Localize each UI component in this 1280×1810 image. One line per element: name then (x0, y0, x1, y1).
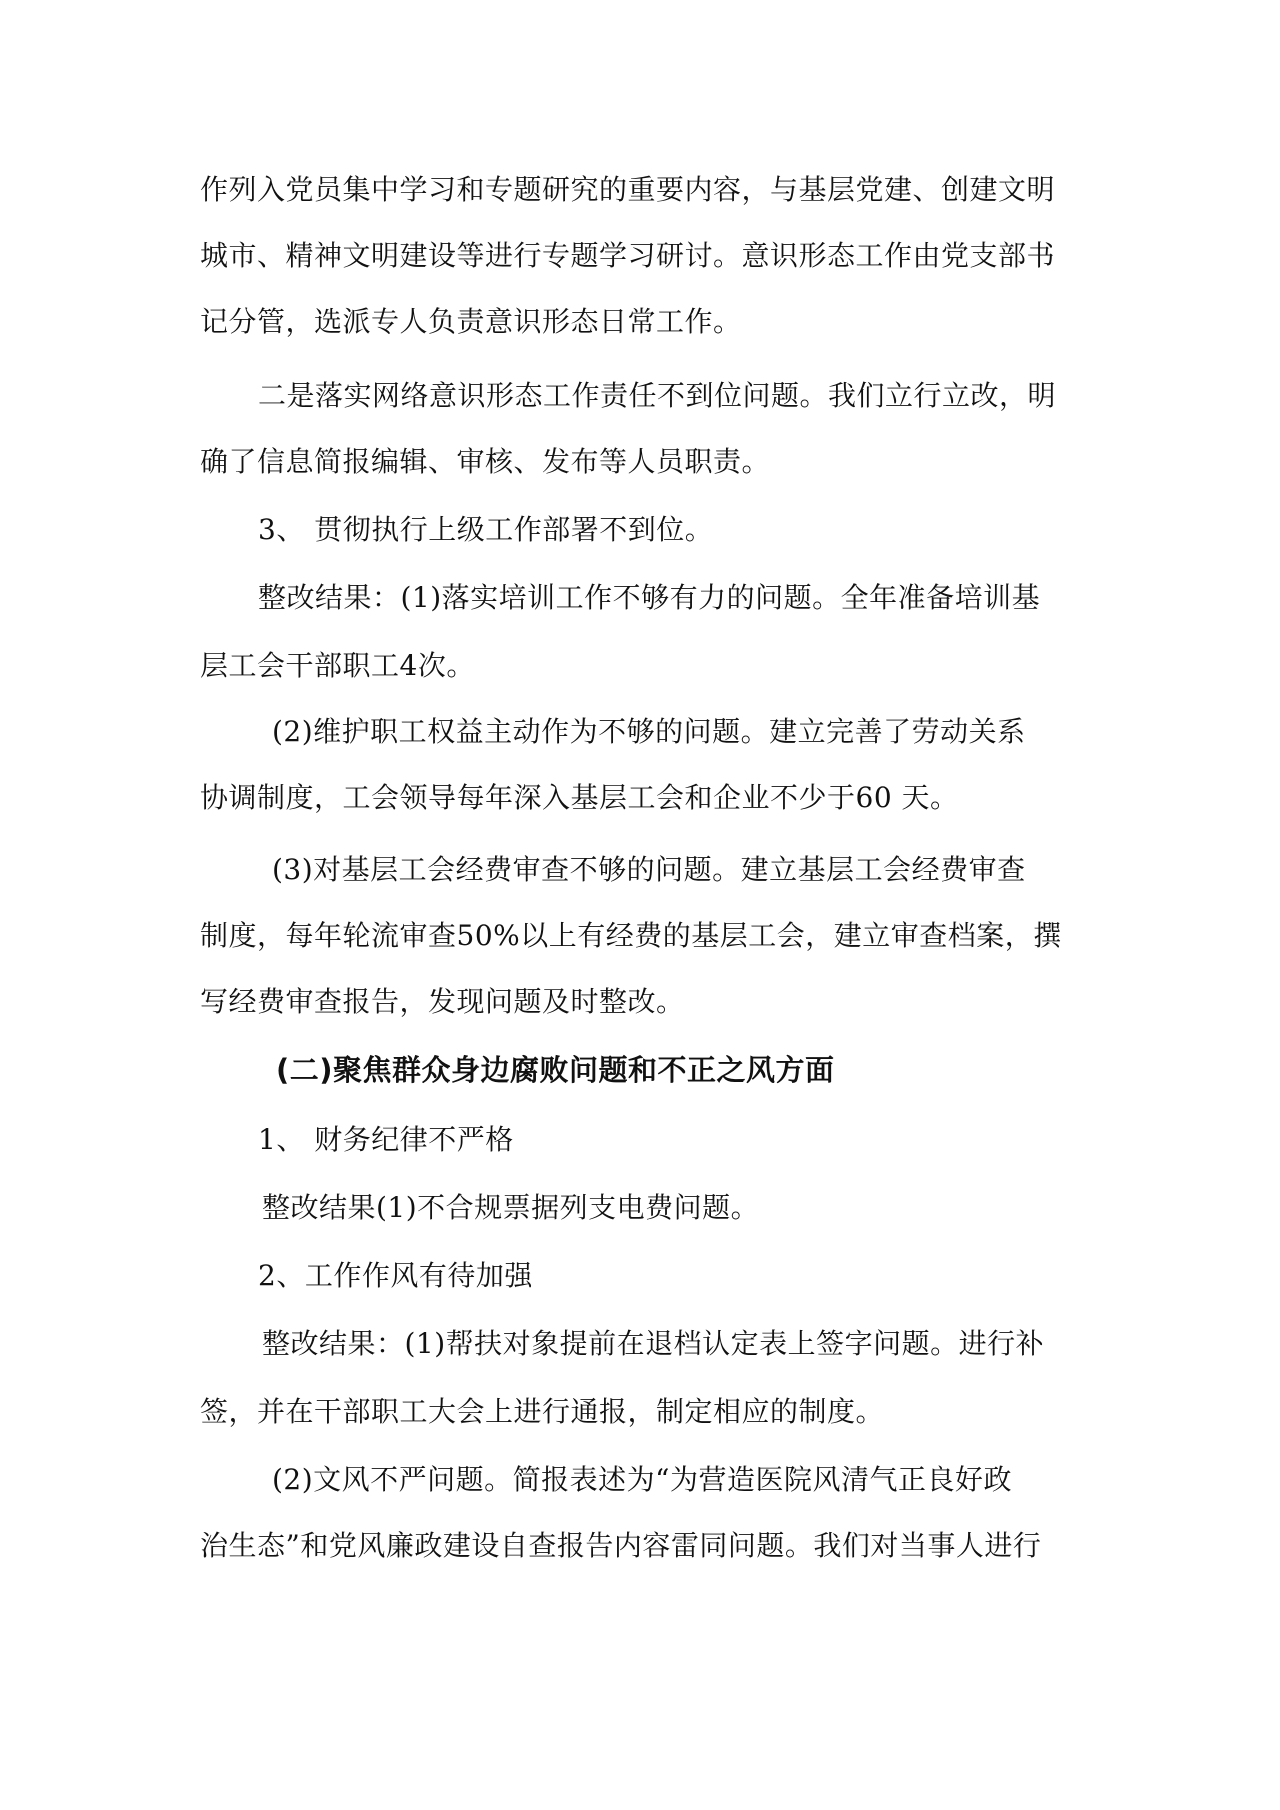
paragraph-5-line-3: 写经费审查报告，发现问题及时整改。 (200, 985, 685, 1018)
paragraph-6-line-1: 整改结果：(1)帮扶对象提前在退档认定表上签字问题。进行补 (262, 1327, 1045, 1360)
paragraph-1-line-2: 城市、精神文明建设等进行专题学习研讨。意识形态工作由党支部书 (200, 239, 1056, 272)
paragraph-1-line-1: 作列入党员集中学习和专题研究的重要内容，与基层党建、创建文明 (200, 173, 1056, 206)
item-1-title: 1、 财务纪律不严格 (258, 1123, 514, 1156)
section-heading: (二)聚焦群众身边腐败问题和不正之风方面 (276, 1053, 835, 1087)
paragraph-7-line-2: 治生态”和党风廉政建设自查报告内容雷同问题。我们对当事人进行 (200, 1529, 1042, 1562)
paragraph-4-line-1: (2)维护职工权益主动作为不够的问题。建立完善了劳动关系 (272, 715, 1026, 748)
paragraph-6-line-2: 签，并在干部职工大会上进行通报，制定相应的制度。 (200, 1395, 885, 1428)
paragraph-2-line-2: 确了信息简报编辑、审核、发布等人员职责。 (200, 445, 771, 478)
item-2-title: 2、工作作风有待加强 (258, 1259, 533, 1292)
paragraph-7-line-1: (2)文风不严问题。简报表述为“为营造医院风清气正良好政 (272, 1463, 1012, 1496)
paragraph-4-line-2: 协调制度，工会领导每年深入基层工会和企业不少于60 天。 (200, 781, 959, 814)
paragraph-5-line-1: (3)对基层工会经费审查不够的问题。建立基层工会经费审查 (272, 853, 1026, 886)
paragraph-2-line-1: 二是落实网络意识形态工作责任不到位问题。我们立行立改，明 (258, 379, 1057, 412)
paragraph-3-line-2: 层工会干部职工4次。 (200, 649, 475, 682)
paragraph-1-line-3: 记分管，选派专人负责意识形态日常工作。 (200, 305, 742, 338)
paragraph-5-line-2: 制度，每年轮流审查50%以上有经费的基层工会，建立审查档案，撰 (200, 919, 1062, 952)
item-1-result: 整改结果(1)不合规票据列支电费问题。 (262, 1191, 760, 1224)
paragraph-3-line-1: 整改结果：(1)落实培训工作不够有力的问题。全年准备培训基 (258, 581, 1041, 614)
item-3-title: 3、 贯彻执行上级工作部署不到位。 (258, 513, 714, 546)
